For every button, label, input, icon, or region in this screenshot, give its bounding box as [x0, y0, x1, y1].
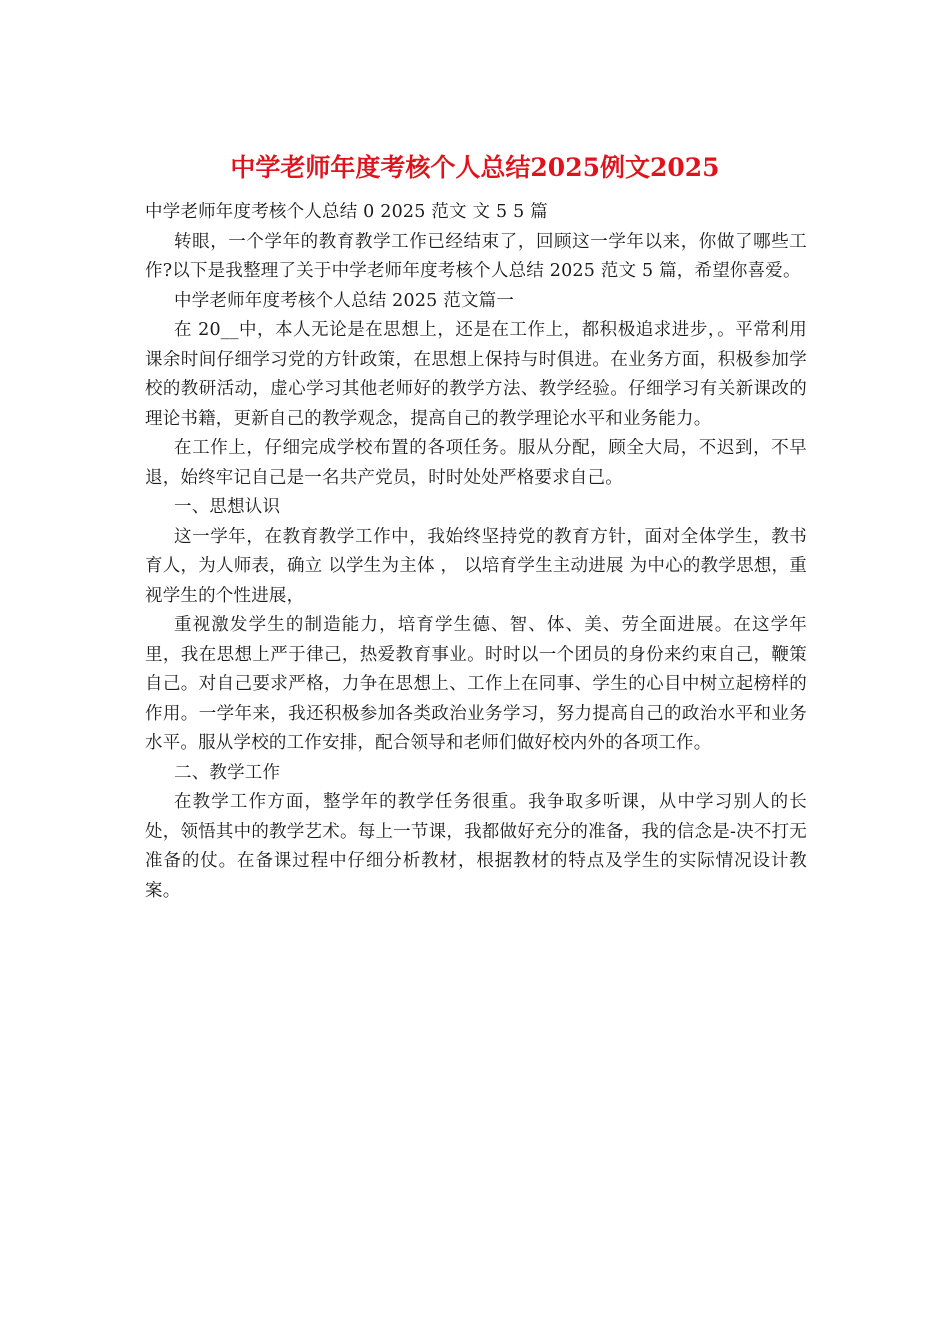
body-paragraph: 在教学工作方面，整学年的教学任务很重。我争取多听课，从中学习别人的长处，领悟其中的教学艺术。每上一节课，我都做好充分的准备，我的信念是-决不打无准备的仗。在备课过程中仔细分析教材，根据教材的特点及学生的实际情况设计教案。 — [145, 792, 807, 901]
section-heading-thought: 一、思想认识 — [174, 497, 281, 517]
document-body — [145, 198, 807, 906]
section-title-part-one: 中学老师年度考核个人总结 2025 范文篇一 — [174, 290, 515, 311]
document-title: 中学老师年度考核个人总结2025例文2025 — [230, 153, 720, 182]
document-subtitle: 中学老师年度考核个人总结 0 2025 范文 文 5 5 篇 — [145, 202, 548, 222]
section-heading-teaching: 二、教学工作 — [174, 762, 281, 783]
body-paragraph: 在工作上，仔细完成学校布置的各项任务。服从分配，顾全大局，不迟到，不早退，始终牢记自己是一名共产党员，时时处处严格要求自己。 — [145, 438, 807, 488]
body-paragraph: 在 20__中，本人无论是在思想上，还是在工作上，都积极追求进步，。平常利用课余时间仔细学习党的方针政策，在思想上保持与时俱进。在业务方面，积极参加学校的教研活动，虚心学习其他老师好的教学方法、教学经验。仔细学习有关新课改的理论书籍，更新自己的教学观念，提高自己的教学理论水平和业务能力。 — [145, 320, 807, 429]
body-paragraph: 这一学年，在教育教学工作中，我始终坚持党的教育方针，面对全体学生，教书育人，为人师表，确立 以学生为主体 ， 以培育学生主动进展 为中心的教学思想，重视学生的个性进展， — [145, 526, 807, 606]
intro-paragraph: 转眼，一个学年的教育教学工作已经结束了，回顾这一学年以来，你做了哪些工作?以下是我整理了关于中学老师年度考核个人总结 2025 范文 5 篇，希望你喜爱。 — [145, 231, 807, 281]
body-paragraph: 重视激发学生的制造能力，培育学生德、智、体、美、劳全面进展。在这学年里，我在思想上严于律己，热爱教育事业。时时以一个团员的身份来约束自己，鞭策自己。对自己要求严格，力争在思想上、工作上在同事、学生的心目中树立起榜样的作用。一学年来，我还积极参加各类政治业务学习，努力提高自己的政治水平和业务水平。服从学校的工作安排，配合领导和老师们做好校内外的各项工作。 — [145, 615, 807, 753]
